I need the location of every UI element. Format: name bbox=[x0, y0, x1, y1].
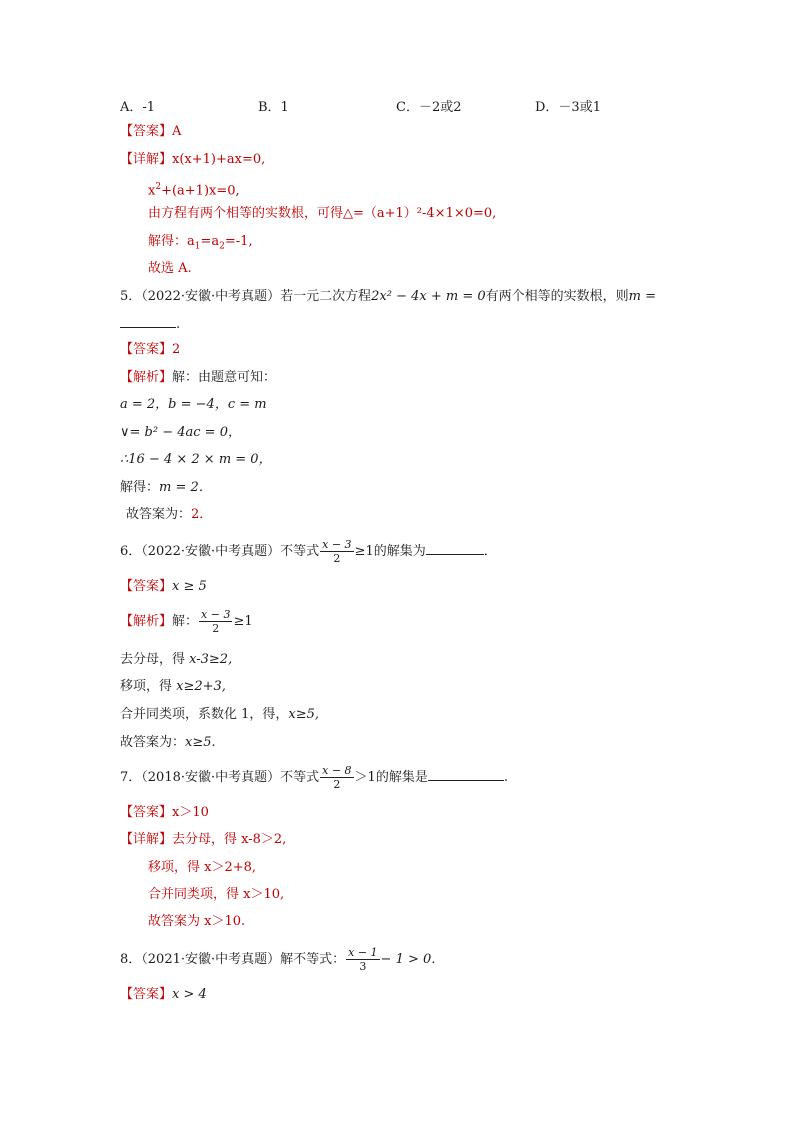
solution-value: m = 2． bbox=[159, 480, 212, 495]
q4-detail-line3: 由方程有两个相等的实数根，可得△=（a+1）²-4×1×0=0, bbox=[148, 206, 497, 221]
q6-step2 bbox=[120, 678, 226, 696]
detail-text: x bbox=[148, 183, 156, 199]
fraction-denominator: 2 bbox=[333, 778, 341, 791]
step-value: x≥2+3, bbox=[176, 679, 226, 694]
analysis-text: 解： bbox=[172, 614, 199, 629]
answer-tag: 【答案】 bbox=[120, 987, 173, 1002]
q4-option-a: A．-1 bbox=[120, 100, 156, 115]
detail-tag: 【详解】 bbox=[120, 152, 173, 167]
q4-detail-line1 bbox=[120, 151, 265, 169]
punctuation: . bbox=[176, 317, 181, 332]
q5-stem bbox=[120, 288, 656, 306]
fraction bbox=[320, 764, 353, 791]
q4-detail-line5: 故选 A. bbox=[148, 261, 192, 276]
q5-calc: ∴16 − 4 × 2 × m = 0， bbox=[120, 452, 272, 467]
q4-detail-line2 bbox=[148, 178, 240, 200]
final-value: 2． bbox=[191, 507, 213, 522]
detail-tag: 【详解】 bbox=[120, 832, 173, 847]
q6-stem bbox=[120, 536, 497, 568]
q5-answer-blank bbox=[120, 314, 180, 334]
q5-final bbox=[126, 506, 212, 524]
fraction-denominator: 2 bbox=[333, 552, 341, 565]
answer-tag: 【答案】 bbox=[120, 342, 173, 357]
q8-stem bbox=[120, 944, 444, 976]
analysis-text: 故答案为： bbox=[126, 507, 192, 522]
answer-blank[interactable] bbox=[428, 767, 504, 781]
q7-detail-line2: 移项，得 x＞2+8, bbox=[148, 860, 257, 875]
q7-detail-line1 bbox=[120, 831, 286, 849]
fraction-denominator: 2 bbox=[212, 622, 220, 635]
answer-blank[interactable] bbox=[120, 314, 176, 328]
punctuation: . bbox=[503, 770, 508, 785]
step-value: x≥5, bbox=[288, 707, 320, 722]
answer-value: x > 4 bbox=[172, 987, 207, 1002]
q6-analysis-line bbox=[120, 606, 253, 638]
question-text: 5．（2022·安徽·中考真题）若一元二次方程 bbox=[120, 289, 372, 304]
q4-detail-line4 bbox=[148, 233, 253, 256]
answer-value: x＞10 bbox=[172, 805, 209, 820]
q6-final bbox=[120, 734, 216, 752]
detail-text: =-1, bbox=[224, 234, 253, 249]
subscript: 2 bbox=[219, 241, 225, 252]
equation: 2x² − 4x + m = 0 bbox=[371, 289, 486, 304]
analysis-text: 解得： bbox=[120, 480, 160, 495]
step-label: 合并同类项，系数化 1，得， bbox=[120, 707, 289, 722]
fraction-numerator: x − 1 bbox=[348, 946, 378, 959]
variable: m = bbox=[628, 289, 656, 304]
fraction-numerator: x − 3 bbox=[201, 608, 231, 621]
fraction-denominator: 3 bbox=[359, 960, 367, 973]
q7-stem bbox=[120, 762, 508, 794]
q5-analysis-line bbox=[120, 369, 276, 387]
fraction-numerator: x − 8 bbox=[322, 764, 352, 777]
question-text: − 1 > 0． bbox=[380, 952, 445, 967]
q7-detail-line4: 故答案为 x＞10. bbox=[148, 914, 246, 929]
question-text: ＞1的解集是 bbox=[354, 770, 428, 785]
q4-option-b: B．1 bbox=[258, 100, 289, 115]
question-text: 6．（2022·安徽·中考真题）不等式 bbox=[120, 544, 320, 559]
q4-answer-line bbox=[120, 123, 181, 141]
fraction bbox=[199, 608, 232, 635]
q6-step3 bbox=[120, 706, 319, 724]
analysis-tag: 【解析】 bbox=[120, 370, 173, 385]
detail-text: x(x+1)+ax=0, bbox=[172, 152, 266, 167]
q5-answer-line bbox=[120, 341, 180, 359]
analysis-text: 解：由题意可知： bbox=[172, 370, 277, 385]
q6-answer-line bbox=[120, 578, 207, 596]
q7-detail-line3: 合并同类项，得 x＞10, bbox=[148, 887, 285, 902]
answer-value: 2 bbox=[172, 342, 181, 357]
fraction-numerator: x − 3 bbox=[322, 538, 352, 551]
detail-text: =a bbox=[200, 234, 220, 249]
question-text: 8．（2021·安徽·中考真题）解不等式： bbox=[120, 952, 346, 967]
answer-tag: 【答案】 bbox=[120, 805, 173, 820]
q5-solve bbox=[120, 479, 212, 497]
subscript: 1 bbox=[194, 241, 201, 252]
q7-answer-line bbox=[120, 804, 209, 822]
q5-coeffs: a = 2，b = −4，c = m bbox=[120, 397, 267, 412]
step-label: 移项，得 bbox=[120, 679, 177, 694]
detail-text: 去分母，得 x-8＞2, bbox=[172, 832, 287, 847]
inequality-rhs: ≥1 bbox=[233, 614, 253, 629]
answer-tag: 【答案】 bbox=[120, 579, 173, 594]
q4-option-d: D．－3或1 bbox=[535, 100, 601, 115]
answer-tag: 【答案】 bbox=[120, 124, 173, 139]
fraction bbox=[320, 538, 353, 565]
q8-answer-line bbox=[120, 986, 207, 1004]
q4-option-c: C．－2或2 bbox=[396, 100, 462, 115]
final-value: x≥5. bbox=[185, 735, 216, 750]
step-value: x-3≥2, bbox=[189, 652, 233, 667]
step-label: 故答案为： bbox=[120, 735, 186, 750]
punctuation: ． bbox=[483, 544, 497, 559]
question-text: 7．（2018·安徽·中考真题）不等式 bbox=[120, 770, 320, 785]
answer-value: x ≥ 5 bbox=[172, 579, 207, 594]
answer-value: A bbox=[172, 124, 182, 139]
answer-blank[interactable] bbox=[426, 541, 484, 555]
step-label: 去分母，得 bbox=[120, 652, 190, 667]
fraction bbox=[346, 946, 379, 973]
detail-text: +(a+1)x=0, bbox=[161, 183, 240, 199]
question-text: 有两个相等的实数根，则 bbox=[485, 289, 629, 304]
analysis-tag: 【解析】 bbox=[120, 614, 173, 629]
detail-text: 解得：a bbox=[148, 234, 195, 249]
q6-step1 bbox=[120, 651, 232, 669]
q5-delta: ∨= b² − 4ac = 0， bbox=[120, 425, 241, 440]
superscript: 2 bbox=[155, 182, 162, 192]
question-text: ≥1的解集为 bbox=[354, 544, 426, 559]
